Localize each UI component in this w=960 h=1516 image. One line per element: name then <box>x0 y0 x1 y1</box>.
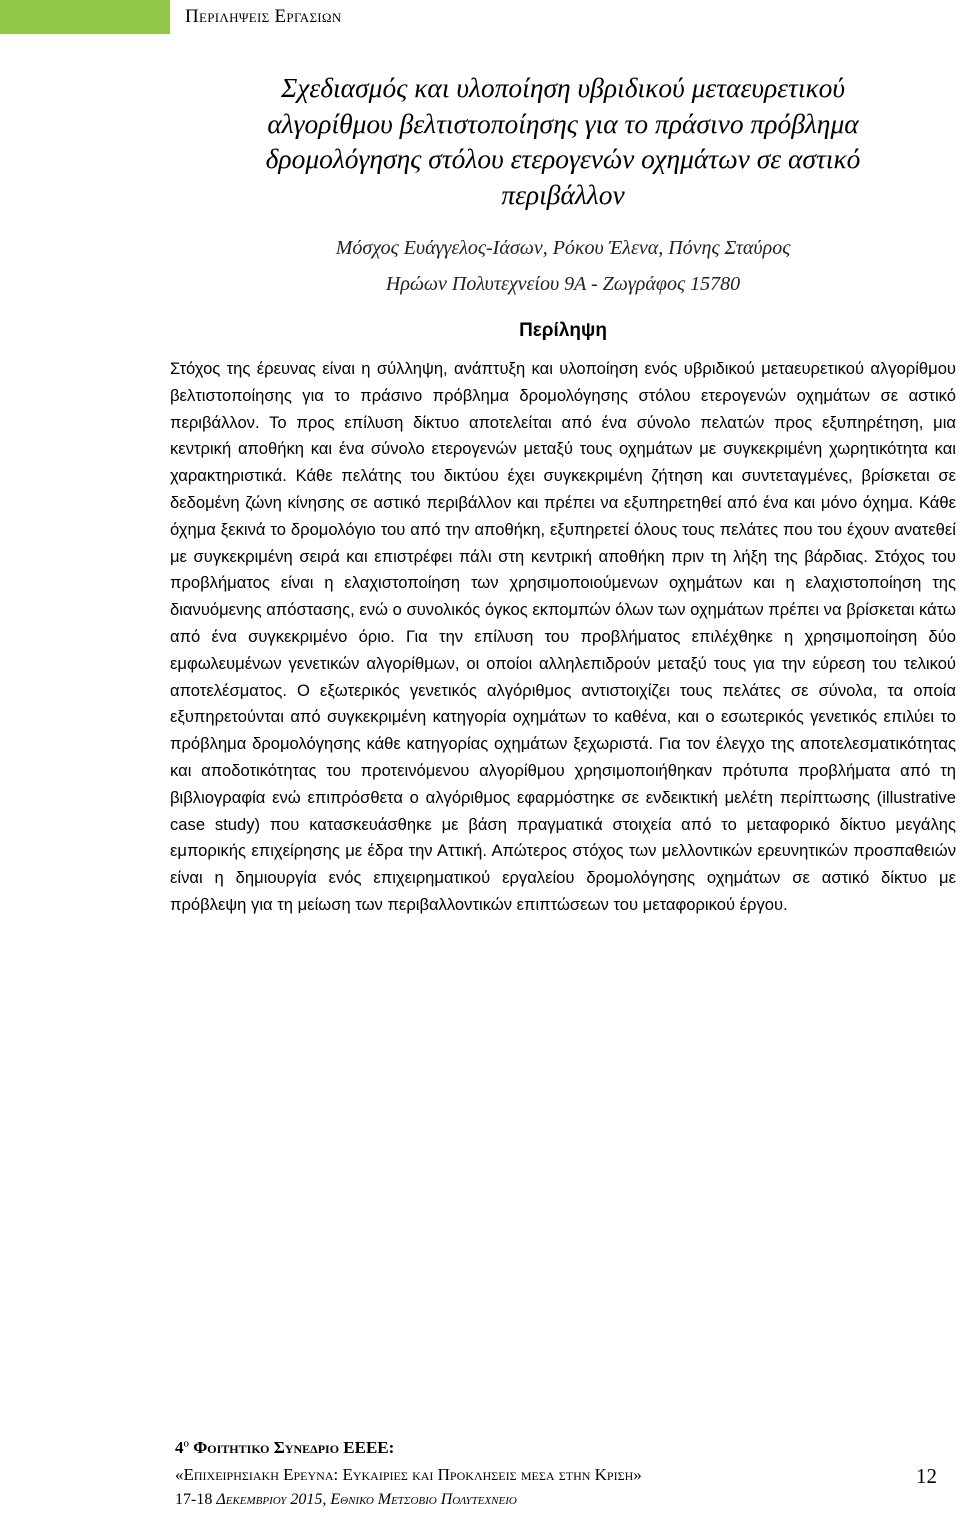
title-line: περιβάλλον <box>501 178 625 210</box>
conference-dates-venue <box>175 1491 517 1509</box>
conference-dates-days: 17-18 <box>175 1491 217 1508</box>
ordinal-suffix: ο <box>183 1438 189 1450</box>
title-line: αλγορίθμου βελτιστοποίησης για το πράσινο πρόβλημα <box>267 107 859 139</box>
author-address: Ηρώων Πολυτεχνείου 9Α - Ζωγράφος 15780 <box>385 273 741 295</box>
abstract-heading: Περίληψη <box>519 320 607 341</box>
conference-name <box>175 1438 394 1458</box>
conference-theme: «Επιχειρησιακη Ερευνα: Ευκαιριεσ και Προκλησεισ μεσα στην Κριση» <box>175 1465 642 1484</box>
page-number: 12 <box>916 1464 937 1488</box>
conference-ordinal: 4 <box>175 1438 184 1457</box>
header-accent-block <box>0 0 170 34</box>
page-footer <box>175 1438 955 1516</box>
abstract-body: Στόχος της έρευνας είναι η σύλληψη, ανάπτυξη και υλοποίηση ενός υβριδικού μεταευρετικού αλγορίθμου βελτιστοποίησης για το πράσινο πρόβλημα δρομολόγησης στόλου ετερογενών οχημάτων σε αστικό περιβάλλον. Το προς επίλυση δίκτυο αποτελείται από ένα σύνολο πελατών προς εξυπηρέτηση, μια κεντρική αποθήκη και ένα σύνολο ετερογενών μεταξύ τους οχημάτων με συγκεκριμένη χωρητικότητα και χαρακτηριστικά. Κάθε πελάτης του δικτύου έχει συγκεκριμένη ζήτηση και συντεταγμένες, βρίσκεται σε δεδομένη ζώνη κίνησης σε αστικό περιβάλλον και πρέπει να εξυπηρετηθεί από ένα και μόνο όχημα. Κάθε όχημα ξεκινά το δρομολόγιο του από την αποθήκη, εξυπηρετεί όλους τους πελάτες που του έχουν ανατεθεί με συγκεκριμένη σειρά και επιστρέφει πάλι στη κεντρική αποθήκη πριν τη λήξη της βάρδιας. Στόχος του προβλήματος είναι η ελαχιστοποίηση των χρησιμοποιούμενων οχημάτων και η ελαχιστοποίηση της διανυόμενης απόστασης, ενώ ο συνολικός όγκος εκπομπών όλων των οχημάτων πρέπει να βρίσκεται κάτω από ένα συγκεκριμένο όριο. Για την επίλυση του προβλήματος επιλέχθηκε η χρησιμοποίηση δύο εμφωλευμένων γενετικών αλγορίθμων, οι οποίοι αλληλεπιδρούν μεταξύ τους για την εύρεση του τελικού αποτελέσματος. Ο εξωτερικός γενετικός αλγόριθμος αντιστοιχίζει τους πελάτες σε σύνολα, τα οποία εξυπηρετούνται από συγκεκριμένη κατηγορία οχημάτων το καθένα, και ο εσωτερικός γενετικός επιλύει το πρόβλημα δρομολόγησης κάθε κατηγορίας οχημάτων ξεχωριστά. Για τον έλεγχο της αποτελεσματικότητας και αποδοτικότητας του προτεινόμενου αλγορίθμου χρησιμοποιήθηκαν πρότυπα προβλήματα από τη βιβλιογραφία ενώ επιπρόσθετα ο αλγόριθμος εφαρμόστηκε σε ενδεικτική μελέτη περίπτωσης (illustrative case study) που κατασκευάσθηκε με βάση πραγματικά στοιχεία από το μεταφορικό δίκτυο μεγάλης εμπορικής επιχείρησης με έδρα την Αττική. Απώτερος στόχος των μελλοντικών ερευνητικών προσπαθειών είναι η δημιουργία ενός επιχειρηματικού εργαλείου δρομολόγησης οχημάτων σε αστικό δίκτυο με πρόβλεψη για τη μείωση των περιβαλλοντικών επιπτώσεων του μεταφορικού έργου. <box>170 359 956 914</box>
title-line: Σχεδιασμός και υλοποίηση υβριδικού μεταευρετικού <box>280 72 846 103</box>
authors: Μόσχος Ευάγγελος-Ιάσων, Ρόκου Έλενα, Πόνης Σταύρος <box>335 237 791 259</box>
conference-title: Φοιτητικο Συνεδριο ΕΕΕΕ: <box>188 1438 395 1457</box>
running-title: Περιληψεισ Εργασιων <box>185 6 342 27</box>
title-line: δρομολόγησης στόλου ετερογενών οχημάτων σε αστικό <box>265 143 861 174</box>
running-header <box>0 0 960 36</box>
paper-title <box>170 70 956 212</box>
conference-dates-venue-text: Δεκεμβριου 2015, Εθνικο Μετσοβιο Πολυτεχνειο <box>216 1491 517 1508</box>
